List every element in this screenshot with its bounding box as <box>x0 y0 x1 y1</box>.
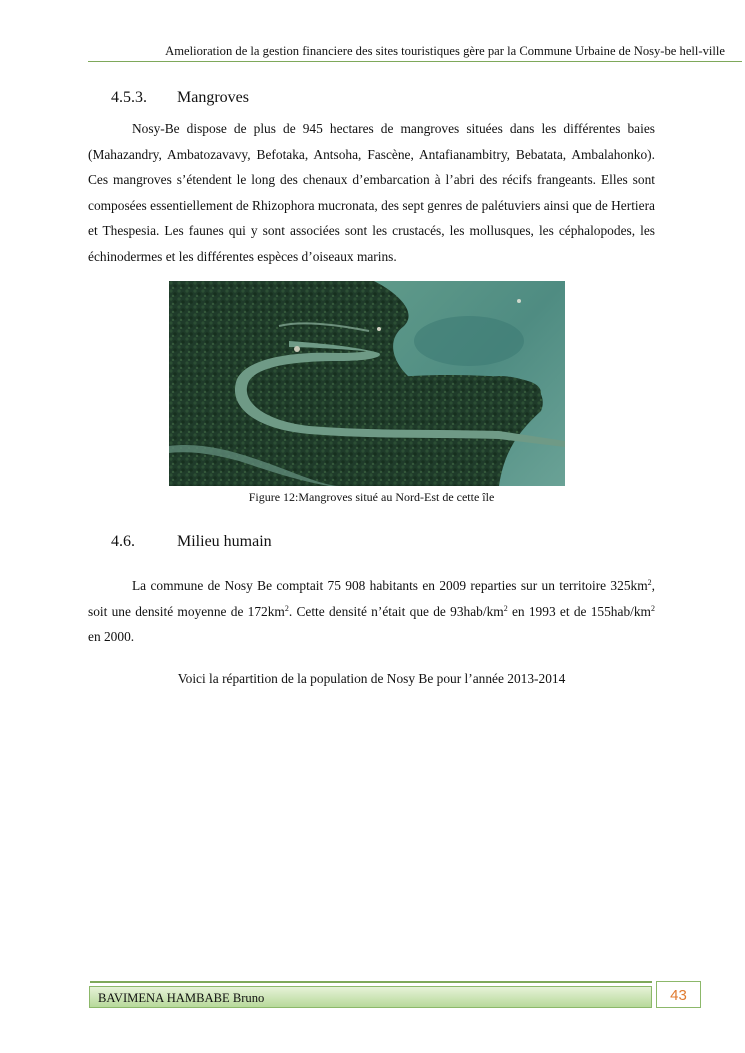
superscript: 2 <box>284 603 289 613</box>
figure-caption: Figure 12:Mangroves situé au Nord-Est de cette île <box>248 490 495 504</box>
superscript: 2 <box>650 603 655 613</box>
page-number: 43 <box>656 981 701 1008</box>
header-divider <box>88 61 742 62</box>
section-title: Mangroves <box>177 89 249 106</box>
footer-divider <box>90 981 652 983</box>
text-run: en 2000. <box>88 629 135 644</box>
text-run: , soit une densité moyenne de 172km <box>88 578 655 619</box>
mangrove-aerial-photo <box>169 281 565 486</box>
footer-author: BAVIMENA HAMBABE Bruno <box>89 986 652 1008</box>
population-paragraph <box>88 573 655 650</box>
running-header: Amelioration de la gestion financiere des sites touristiques gère par la Commune Urbaine de Nosy-be hell-ville <box>165 44 725 58</box>
superscript: 2 <box>647 578 652 587</box>
mangroves-paragraph: Nosy-Be dispose de plus de 945 hectares de mangroves situées dans les différentes baies (Mahazandry, Ambatozavavy, Befotaka, Antsoha, Fascène, Antafianambitry, Bebatata, Ambalahonko). Ces mangroves s’étendent le long des chenaux d’embarcation à l’abri des récifs frangeants. Elles sont composées essentiellement de Rhizophora mucronata, des sept genres de palétuviers ainsi que de Hertiera et Thespesia. Les faunes qui y sont associées sont les crustacés, les mollusques, les céphalopodes, les échinodermes et les différentes espèces d’oiseaux marins. <box>88 121 655 264</box>
text-run: . Cette densité n’était que de 93hab/km <box>288 603 504 619</box>
superscript: 2 <box>503 603 508 613</box>
population-intro-line: Voici la répartition de la population de Nosy Be pour l’année 2013-2014 <box>177 671 566 686</box>
section-heading-milieu-humain <box>111 533 272 551</box>
text-run: en 1993 et de 155hab/km <box>507 603 651 619</box>
section-number: 4.5.3. <box>111 89 147 106</box>
section-heading-mangroves <box>111 89 249 107</box>
section-title: Milieu humain <box>177 533 272 550</box>
section-number: 4.6. <box>111 533 135 550</box>
text-run: La commune de Nosy Be comptait 75 908 habitants en 2009 reparties sur un territoire 325km <box>132 578 648 593</box>
